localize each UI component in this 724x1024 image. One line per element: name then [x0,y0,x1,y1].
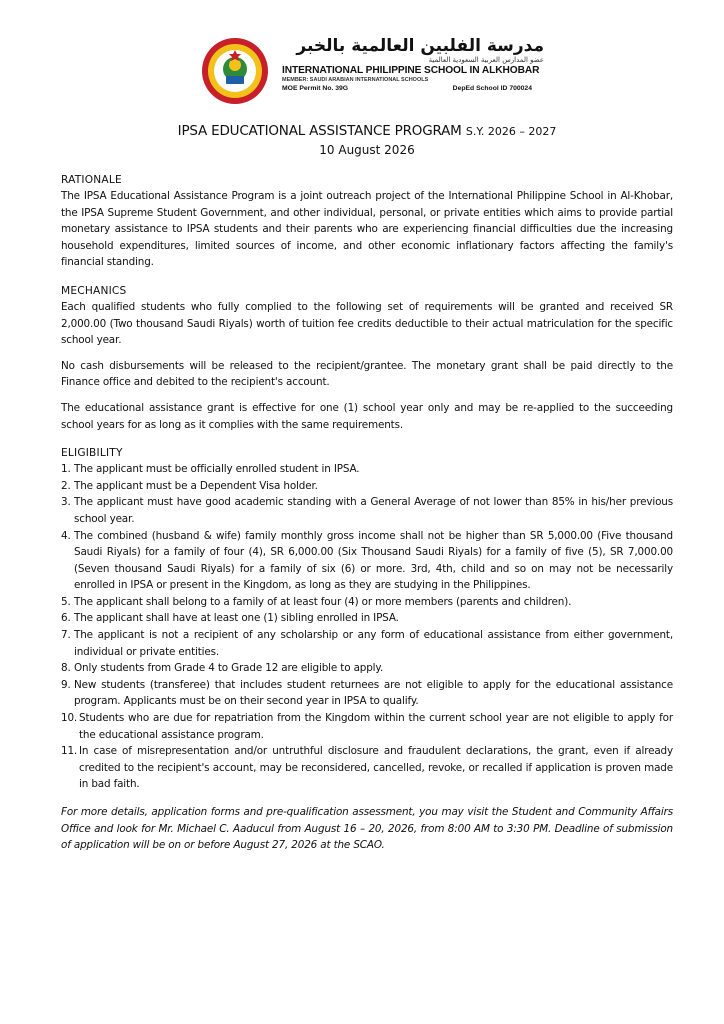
english-school-name: INTERNATIONAL PHILIPPINE SCHOOL IN ALKHOBAR [282,65,540,76]
rationale-text: The IPSA Educational Assistance Program is a joint outreach project of the International Philippine School in Al-Khobar, the IPSA Supreme Student Government, and other individual, personal, or private entities which aims to provide partial monetary assistance to IPSA students and their parents who are experiencing financial difficulties due the increasing household expenditures, limited sources of income, and other economic inflationary factors affecting the family's financial standing. [61,190,673,269]
document-body [61,122,673,854]
list-item: 5. The applicant shall belong to a family of at least four (4) or more members (parents and children). [61,595,572,608]
eligibility-list [61,461,673,793]
mechanics-paragraph-1: Each qualified students who fully complied to the following set of requirements will be granted and received SR 2,000.00 (Two thousand Saudi Riyals) worth of tuition fee credits deductible to their actual matriculation for the specific school year. [61,300,673,347]
letterhead [200,36,544,106]
list-item: 3. The applicant must have good academic standing with a General Average of not lower than 85% in his/her previous school year. [61,496,673,525]
deped-school-id: DepEd School ID 700024 [452,85,532,92]
moe-permit: MOE Permit No. 39G [282,85,349,92]
eligibility-heading: ELIGIBILITY [61,447,123,460]
list-item: 9. New students (transferee) that includes student returnees are not eligible to apply for the educational assistance program. Applicants must be on their second year in IPSA to qualify. [61,678,673,708]
contact-footer-note: For more details, application forms and pre-qualification assessment, you may visit the Student and Community Affairs Office and look for Mr. Michael C. Aaducul from August 16 – 20, 2026, from 8:00 AM to 3:30 PM. Deadline of submission of application will be on or before August 27, 2026 at the SCAO. [61,806,673,852]
mechanics-paragraph-3: The educational assistance grant is effective for one (1) school year only and may be re-applied to the succeeding school years for as long as it complies with the same requirements. [61,401,673,431]
list-item: 11. In case of misrepresentation and/or untruthful disclosure and fraudulent declarations, the grant, even if already credited to the recipient's account, may be reconsidered, cancelled, revoke, or recalled if application is proven made in bad faith. [61,745,673,791]
list-item: 1. The applicant must be officially enrolled student in IPSA. [61,463,360,476]
member-line: MEMBER: SAUDI ARABIAN INTERNATIONAL SCHOOLS [282,77,429,83]
list-item: 7. The applicant is not a recipient of any scholarship or any form of educational assistance from either government, individual or private entities. [61,629,673,658]
mechanics-paragraph-2: No cash disbursements will be released to the recipient/grantee. The monetary grant shall be paid directly to the Finance office and debited to the recipient's account. [61,359,673,389]
school-seal-logo [200,36,270,106]
mechanics-heading: MECHANICS [61,284,127,297]
list-item: 2. The applicant must be a Dependent Visa holder. [61,479,318,492]
list-item: 8. Only students from Grade 4 to Grade 12 are eligible to apply. [61,662,384,675]
school-year: S.Y. 2026 – 2027 [465,125,557,138]
document-date: 10 August 2026 [319,143,415,157]
document-title [61,122,673,141]
list-item: 4. The combined (husband & wife) family monthly gross income shall not be higher than SR 5,000.00 (Five thousand Saudi Riyals) for a family of four (4), SR 6,000.00 (Six Thousand Saudi Riyals) for a family of five (5), SR 7,000.00 (Seven thousand Saudi Riyals) for a family of six (6) or more. 3rd, 4th, child and so on may not be necessarily enrolled in IPSA or present in the Kingdom, as long as they are studying in the Philippines. [61,529,673,592]
program-title: IPSA EDUCATIONAL ASSISTANCE PROGRAM [177,123,462,139]
arabic-subtitle: عضو المدارس العربية السعودية العالمية [428,56,544,64]
rationale-heading: RATIONALE [61,174,122,186]
list-item: 10. Students who are due for repatriation from the Kingdom within the current school year are not eligible to apply for the educational assistance program. [61,712,673,741]
letterhead-text [282,36,544,94]
permit-line [282,84,544,94]
list-item: 6. The applicant shall have at least one (1) sibling enrolled in IPSA. [61,612,399,625]
arabic-school-name: مدرسة الفلبين العالمية بالخبر [296,36,544,56]
